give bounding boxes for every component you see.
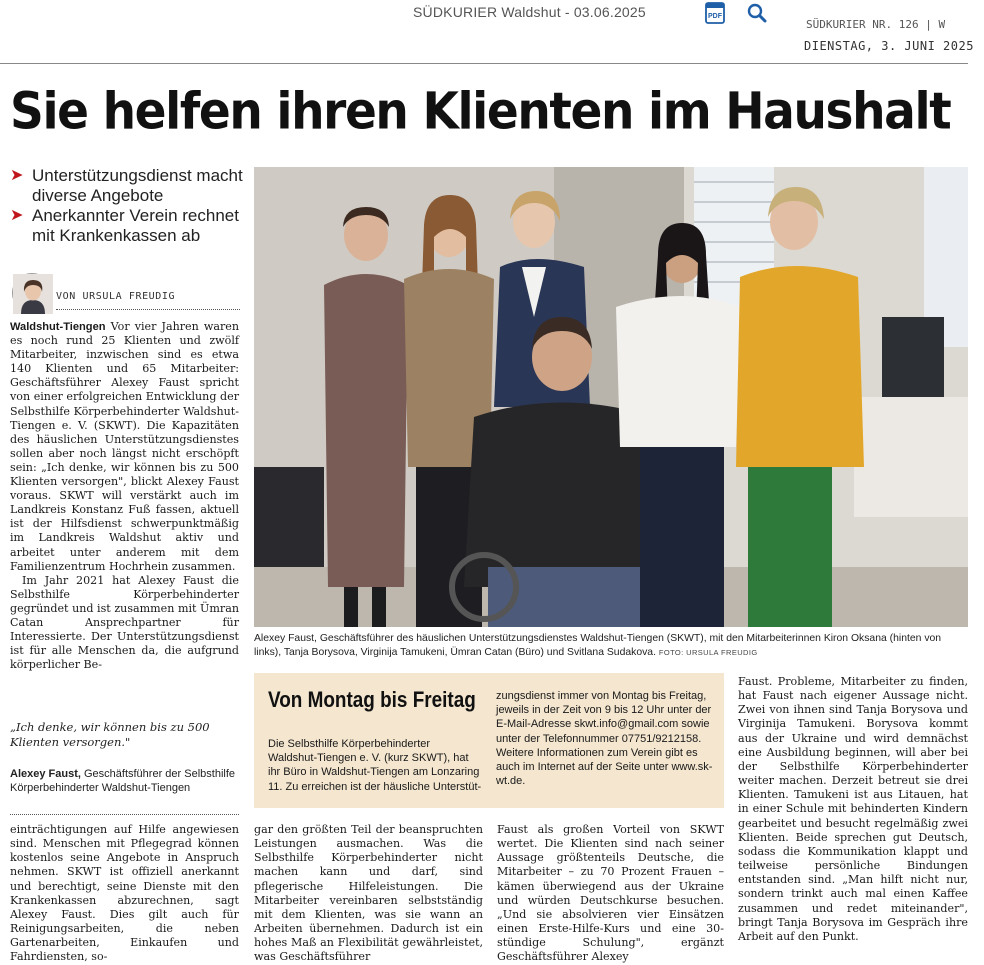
svg-text:PDF: PDF xyxy=(708,13,722,20)
author-name: VON URSULA FREUDIG xyxy=(56,291,176,302)
lead-paragraph-2: Im Jahr 2021 hat Alexey Faust die Selbsthilfe Körperbehinderter gegründet und ist zusammen mit Ümran Catan Ansprechpartner für Interessierte. Der Unterstützungsdienst ist für alle Menschen da, die aufgrund körperlicher Be- xyxy=(10,573,239,672)
publication-title: SÜDKURIER Waldshut - 03.06.2025 xyxy=(413,4,646,20)
article-photo xyxy=(254,167,968,627)
article-headline: Sie helfen ihren Klienten im Haushalt xyxy=(10,82,951,142)
lead-text: Waldshut-Tiengen Vor vier Jahren waren es noch rund 25 Klienten und zwölf Mitarbeiter, inzwischen sind es etwa 140 Klienten und 65 Mitarbeiter: Geschäftsführer Alexey Faust spricht von einer erfolgreichen Entwicklung der Selbsthilfe Körperbehinderter Waldshut-Tiengen e. V. (SKWT). Die Kapazitäten des häuslichen Unterstützungsdienstes sollen aber noch längst nicht erschöpft sein: „Ich denke, wir können bis zu 500 Klienten versorgen", blickt Alexey Faust voraus. SKWT will verstärkt auch im Landkreis Konstanz Fuß fassen, aktuell ist der Hilfsdienst schwerpunktmäßig im Landkreis Waldshut aktiv und arbeitet unter anderem mit dem Familienzentrum Hochrhein zusammen. Im Jahr 2021 hat Alexey Faust die Selbsthilfe Körperbehinderter gegründet und ist zusammen mit Ümran Catan Ansprechpartner für Interessierte. Der Unterstützungsdienst ist für alle Menschen da, die aufgrund körperlicher Be- xyxy=(10,320,239,672)
arrow-right-icon: ➤ xyxy=(10,167,24,184)
arrow-right-icon: ➤ xyxy=(10,207,24,224)
byline-divider xyxy=(56,309,240,310)
dateline-place: Waldshut-Tiengen xyxy=(10,321,106,333)
search-icon[interactable] xyxy=(746,2,768,24)
photo-credit: FOTO: URSULA FREUDIG xyxy=(658,648,758,657)
photo-caption: Alexey Faust, Geschäftsführer des häuslichen Unterstützungsdienstes Waldshut-Tiengen (SKWT), mit den Mitarbeiterinnen Kiron Oksana (hinten von links), Tanja Borysova, Virginija Tamukeni, Ümran Catan (Büro) und Svitlana Sudakova. FOTO: URSULA FREUDIG xyxy=(254,633,942,658)
article-col-bottom-3: Faust als großen Vorteil von SKWT wertet. Die Klienten sind nach seiner Aussage größtenteils Deutsche, die Mitarbeiter – zu 70 Prozent Frauen – kämen überwiegend aus der Ukraine und würden Deutschkurse besuchen. „Und sie absolvieren vier Einsätzen einen Erste-Hilfe-Kurs und eine 30-stündige Schulung", ergänzt Geschäftsführer Alexey xyxy=(497,823,724,964)
article-col-bottom-1: einträchtigungen auf Hilfe angewiesen sind. Menschen mit Pflegegrad können kostenlos seine Angebote in Anspruch nehmen. SKWT ist offiziell anerkannt und berechtigt, seine Dienste mit den Krankenkassen abzurechnen, sagt Alexey Faust. Dies gilt auch für Reinigungsarbeiten, die neben Gartenarbeiten, Einkaufen und Fahrdiensten, so- xyxy=(10,823,239,964)
author-avatar xyxy=(12,273,52,313)
info-box xyxy=(254,673,724,808)
pull-quote: „Ich denke, wir können bis zu 500 Klienten versorgen." xyxy=(10,720,210,749)
clipped-header-line: SÜDKURIER NR. 126 | W xyxy=(806,18,946,31)
info-box-col-2: zungsdienst immer von Montag bis Freitag, jeweils in der Zeit von 9 bis 12 Uhr unter der E-Mail-Adresse skwt.info@gmail.com sowie unter der Telefonnummer 07751/9212158. Weitere Informationen zum Verein gibt es auch im Internet auf der Seite unter www.sk-wt.de. xyxy=(496,690,713,788)
header-rule xyxy=(0,63,968,64)
page-date: DIENSTAG, 3. JUNI 2025 xyxy=(804,39,974,53)
pull-quote-source: Alexey Faust, Geschäftsführer der Selbsthilfe Körperbehinderter Waldshut-Tiengen xyxy=(10,768,236,794)
info-box-title: Von Montag bis Freitag xyxy=(268,687,476,712)
article-col-bottom-2: gar den größten Teil der beanspruchten Leistungen ausmachen. Was die Selbsthilfe Körperbehinderter nicht machen kann und darf, sind pflegerische Hilfeleistungen. Die Mitarbeiter vereinbaren selbstständig mit dem Klienten, was sie wann an Arbeiten übernehmen. Dadurch ist ein hohes Maß an Flexibilität gewährleistet, was Geschäftsführer xyxy=(254,823,483,964)
subhead-1: ➤ Unterstützungsdienst macht diverse Angebote xyxy=(10,166,243,205)
quote-divider xyxy=(10,814,239,815)
subheads xyxy=(10,166,250,246)
pdf-file-icon[interactable] xyxy=(703,1,727,25)
subhead-2: ➤ Anerkannter Verein rechnet mit Krankenkassen ab xyxy=(10,206,239,245)
article-col-right: Faust. Probleme, Mitarbeiter zu finden, hat Faust nach eigener Aussage nicht. Zwei von ihnen sind Tanja Borysova und Virginija Tamukeni. Borysova kommt aus der Ukraine und wird demnächst eine Ausbildung beginnen, will aber bei der Selbsthilfe Körperbehinderter weiter machen. Derzeit betreut sie drei Klienten. Tamukeni ist aus Litauen, hat in einer Schule mit behinderten Kindern gearbeitet und besucht regelmäßig zwei Klienten. Beide sprechen gut Deutsch, sodass die Kommunikation klappt und teilweise persönliche Bindungen entstanden sind. „Man hilft nicht nur, sondern trinkt auch mal einen Kaffee zusammen und redet miteinander", bringt Tanja Borysova im Gespräch ihre Arbeit auf den Punkt. xyxy=(738,675,968,943)
info-box-col-1: Die Selbsthilfe Körperbehinderter Waldshut-Tiengen e. V. (kurz SKWT), hat ihr Büro in Waldshut-Tiengen am Lonzaring 11. Zu erreichen ist der häusliche Unterstüt- xyxy=(268,738,482,793)
